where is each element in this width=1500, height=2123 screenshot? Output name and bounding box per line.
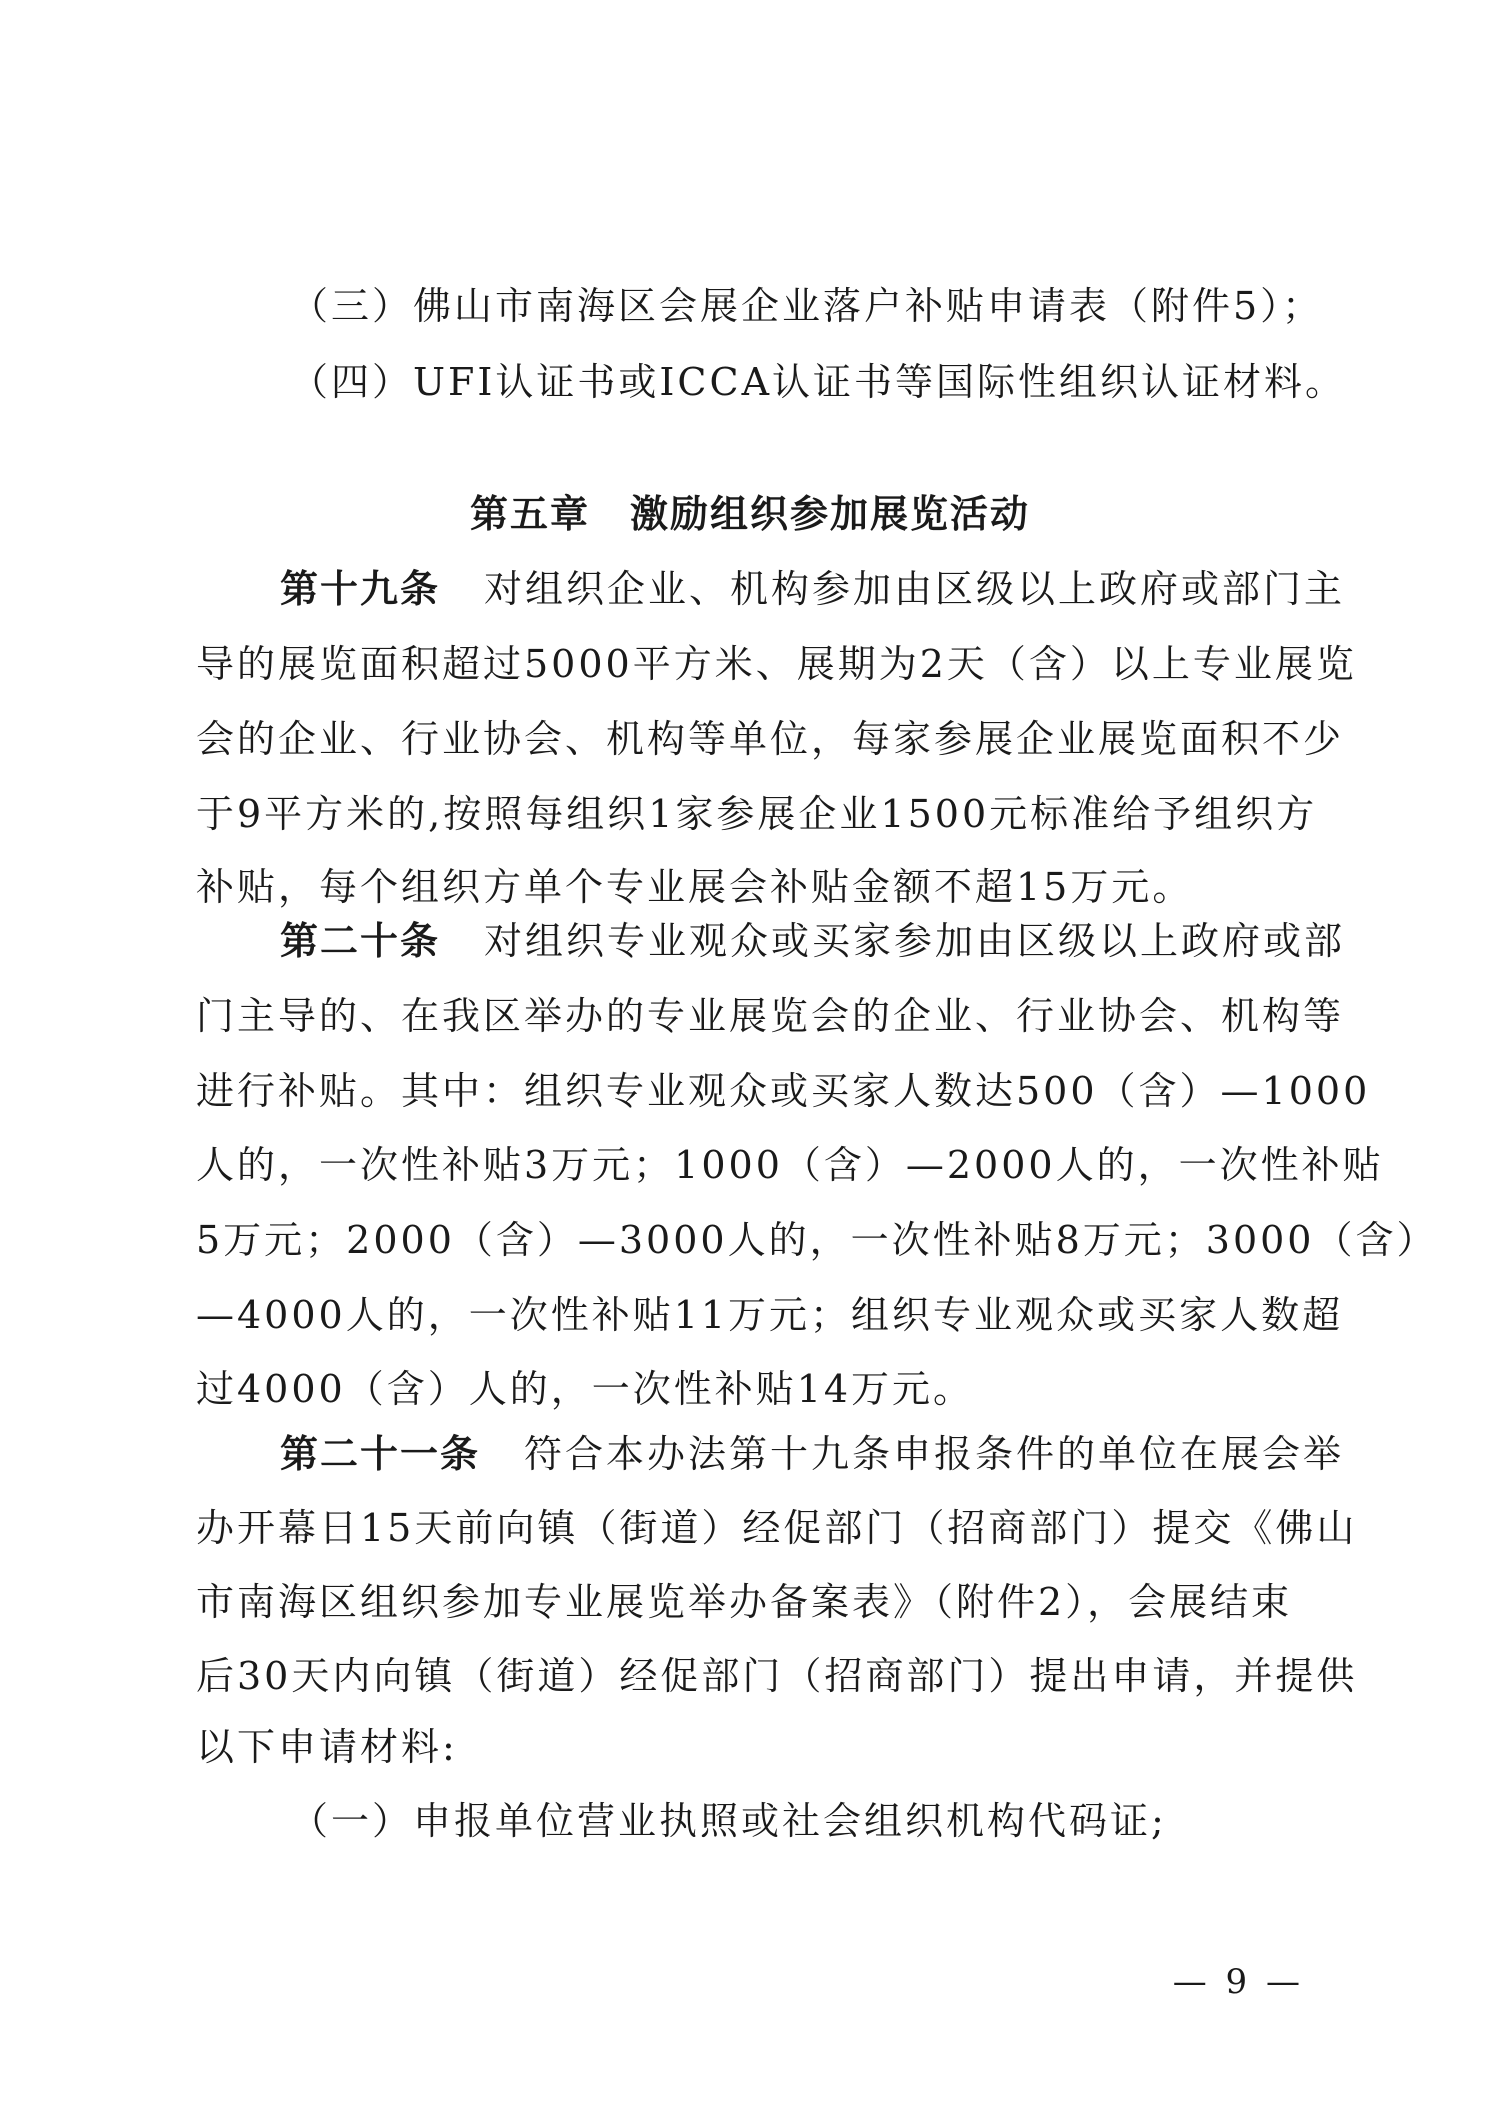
article-20-line: 过4000（含）人的，一次性补贴14万元。 (196, 1367, 975, 1411)
article-20-line: —4000人的，一次性补贴11万元；组织专业观众或买家人数超 (196, 1293, 1344, 1337)
article-20-line: 进行补贴。其中：组织专业观众或买家人数达500（含）—1000 (196, 1069, 1371, 1113)
article-20-text: 对组织专业观众或买家参加由区级以上政府或部 (484, 919, 1346, 963)
article-21-line: 后30天内向镇（街道）经促部门（招商部门）提出申请，并提供 (196, 1654, 1358, 1698)
article-19-line: 导的展览面积超过5000平方米、展期为2天（含）以上专业展览 (196, 642, 1357, 686)
article-21-text: 符合本办法第十九条申报条件的单位在展会举 (524, 1432, 1345, 1476)
article-19-line: 于9平方米的,按照每组织1家参展企业1500元标准给予组织方 (196, 792, 1318, 836)
list-item: （一）申报单位营业执照或社会组织机构代码证; (290, 1799, 1167, 1843)
article-19-text: 对组织企业、机构参加由区级以上政府或部门主 (484, 567, 1346, 611)
article-19-line: 补贴，每个组织方单个专业展会补贴金额不超15万元。 (196, 865, 1194, 909)
article-20-first-line (280, 917, 1346, 965)
article-19-line: 会的企业、行业协会、机构等单位，每家参展企业展览面积不少 (196, 717, 1345, 761)
article-20-label: 第二十条 (280, 918, 441, 963)
page-number: — 9 — (1172, 1962, 1304, 2002)
chapter-heading: 第五章 激励组织参加展览活动 (469, 491, 1030, 536)
article-21-line: 办开幕日15天前向镇（街道）经促部门（招商部门）提交《佛山 (196, 1506, 1358, 1550)
article-20-line: 5万元；2000（含）—3000人的，一次性补贴8万元；3000（含） (196, 1218, 1438, 1262)
list-item: （三）佛山市南海区会展企业落户补贴申请表（附件5）； (290, 284, 1324, 328)
article-20-line: 门主导的、在我区举办的专业展览会的企业、行业协会、机构等 (196, 994, 1345, 1038)
article-19-first-line (280, 565, 1346, 613)
article-19-label: 第十九条 (280, 566, 441, 611)
article-21-line: 市南海区组织参加专业展览举办备案表》（附件2），会展结束 (196, 1580, 1293, 1624)
article-21-first-line (280, 1430, 1345, 1478)
list-item: （四）UFI认证书或ICCA认证书等国际性组织认证材料。 (290, 360, 1347, 404)
article-21-line: 以下申请材料: (196, 1725, 458, 1769)
article-21-label: 第二十一条 (280, 1431, 481, 1476)
article-20-line: 人的，一次性补贴3万元；1000（含）—2000人的，一次性补贴 (196, 1143, 1384, 1187)
